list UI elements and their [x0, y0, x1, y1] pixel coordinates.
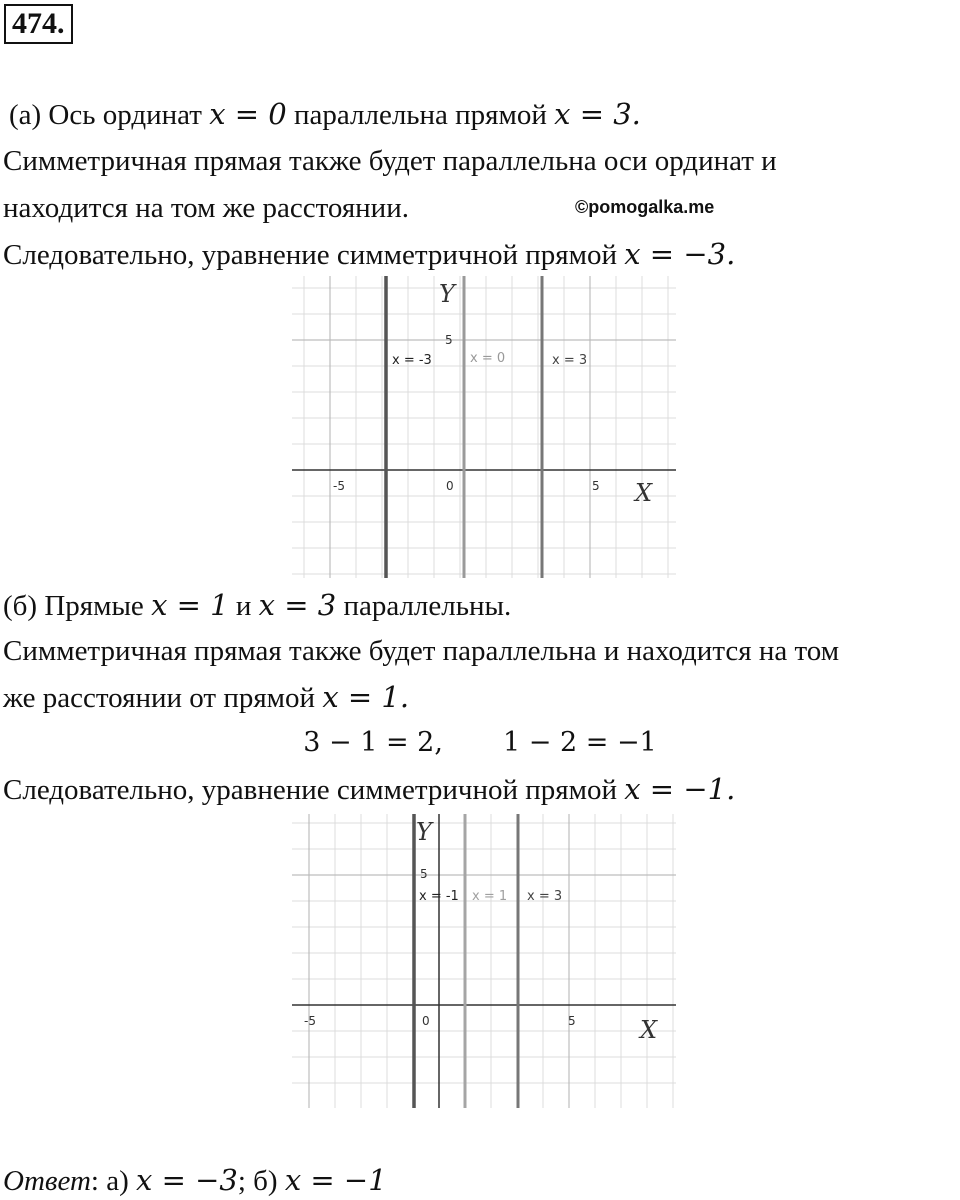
equation-x-3-b: x = 3: [258, 588, 337, 622]
graph-b-tick-y5: 5: [420, 867, 428, 881]
answer-equation-a: x = −3.: [624, 237, 736, 271]
part-b-line-1-suffix: параллельны.: [336, 590, 512, 622]
graph-a-axis-y-label: Y: [439, 280, 455, 308]
part-b-line-4: [3, 771, 735, 808]
part-a-line-4-prefix: Следовательно, уравнение симметричной прямой: [3, 239, 625, 271]
part-b-line-1-prefix: (б) Прямые: [3, 590, 152, 622]
answer-eq-b: x = −1: [284, 1163, 387, 1197]
equation-x-0: x = 0: [209, 97, 287, 131]
graph-a-axis-x-label: X: [635, 479, 653, 507]
part-b-line-3: [3, 679, 409, 716]
graph-b-label-x-3: x = 3: [527, 889, 563, 904]
part-b-line-1-mid: и: [228, 590, 259, 622]
part-a-line-2: Симметричная прямая также будет параллельна оси ординат и: [3, 145, 777, 177]
graph-b-axis-x-label: X: [640, 1016, 658, 1044]
graph-b-tick-5: 5: [568, 1014, 576, 1028]
answer-word: Ответ: [3, 1165, 91, 1197]
part-a-line-4: [3, 236, 735, 273]
graph-a-tick-0: 0: [446, 479, 454, 493]
answer-line: [3, 1162, 387, 1199]
equation-x-1: x = 1: [151, 588, 229, 622]
graph-a-tick-neg5: -5: [333, 479, 345, 493]
graph-b-label-x-neg1: x = -1: [419, 889, 459, 904]
problem-number: 474.: [4, 4, 73, 44]
graph-a: [292, 276, 676, 578]
graph-a-label-x-neg3: x = -3: [392, 353, 432, 368]
answer-sep: ; б): [237, 1165, 285, 1197]
graph-a-tick-5: 5: [592, 479, 600, 493]
part-a-line-3: находится на том же расстоянии.: [3, 192, 409, 224]
part-b-line-1: [3, 587, 511, 624]
part-a-line-1: [9, 96, 641, 133]
graph-b-axis-y-label: Y: [416, 818, 432, 846]
graph-b-grid: [292, 814, 676, 1108]
part-a-line-1-prefix: (а) Ось ординат: [9, 99, 210, 131]
graph-b-tick-neg5: -5: [304, 1014, 316, 1028]
equation-x-3: x = 3.: [554, 97, 641, 131]
graph-b-label-x-1: x = 1: [472, 889, 508, 904]
answer-text: : а): [90, 1165, 136, 1197]
calculation: 3 − 1 = 2, 1 − 2 = −1: [303, 727, 657, 758]
watermark: ©pomogalka.me: [575, 197, 715, 217]
answer-eq-a: x = −3: [136, 1163, 238, 1197]
graph-a-grid: [292, 276, 676, 578]
part-b-line-4-prefix: Следовательно, уравнение симметричной прямой: [3, 774, 625, 806]
graph-b-tick-0: 0: [422, 1014, 430, 1028]
answer-equation-b: x = −1.: [624, 772, 736, 806]
equation-x-1-b: x = 1.: [322, 680, 410, 714]
part-b-line-2: Симметричная прямая также будет параллельна и находится на том: [3, 635, 840, 667]
graph-a-label-x-0: x = 0: [470, 351, 506, 366]
graph-a-label-x-3: x = 3: [552, 353, 588, 368]
part-a-line-1-mid: параллельна прямой: [286, 99, 555, 131]
graph-a-tick-y5: 5: [445, 333, 453, 347]
graph-b: [292, 814, 676, 1108]
part-b-line-3-prefix: же расстоянии от прямой: [3, 682, 323, 714]
